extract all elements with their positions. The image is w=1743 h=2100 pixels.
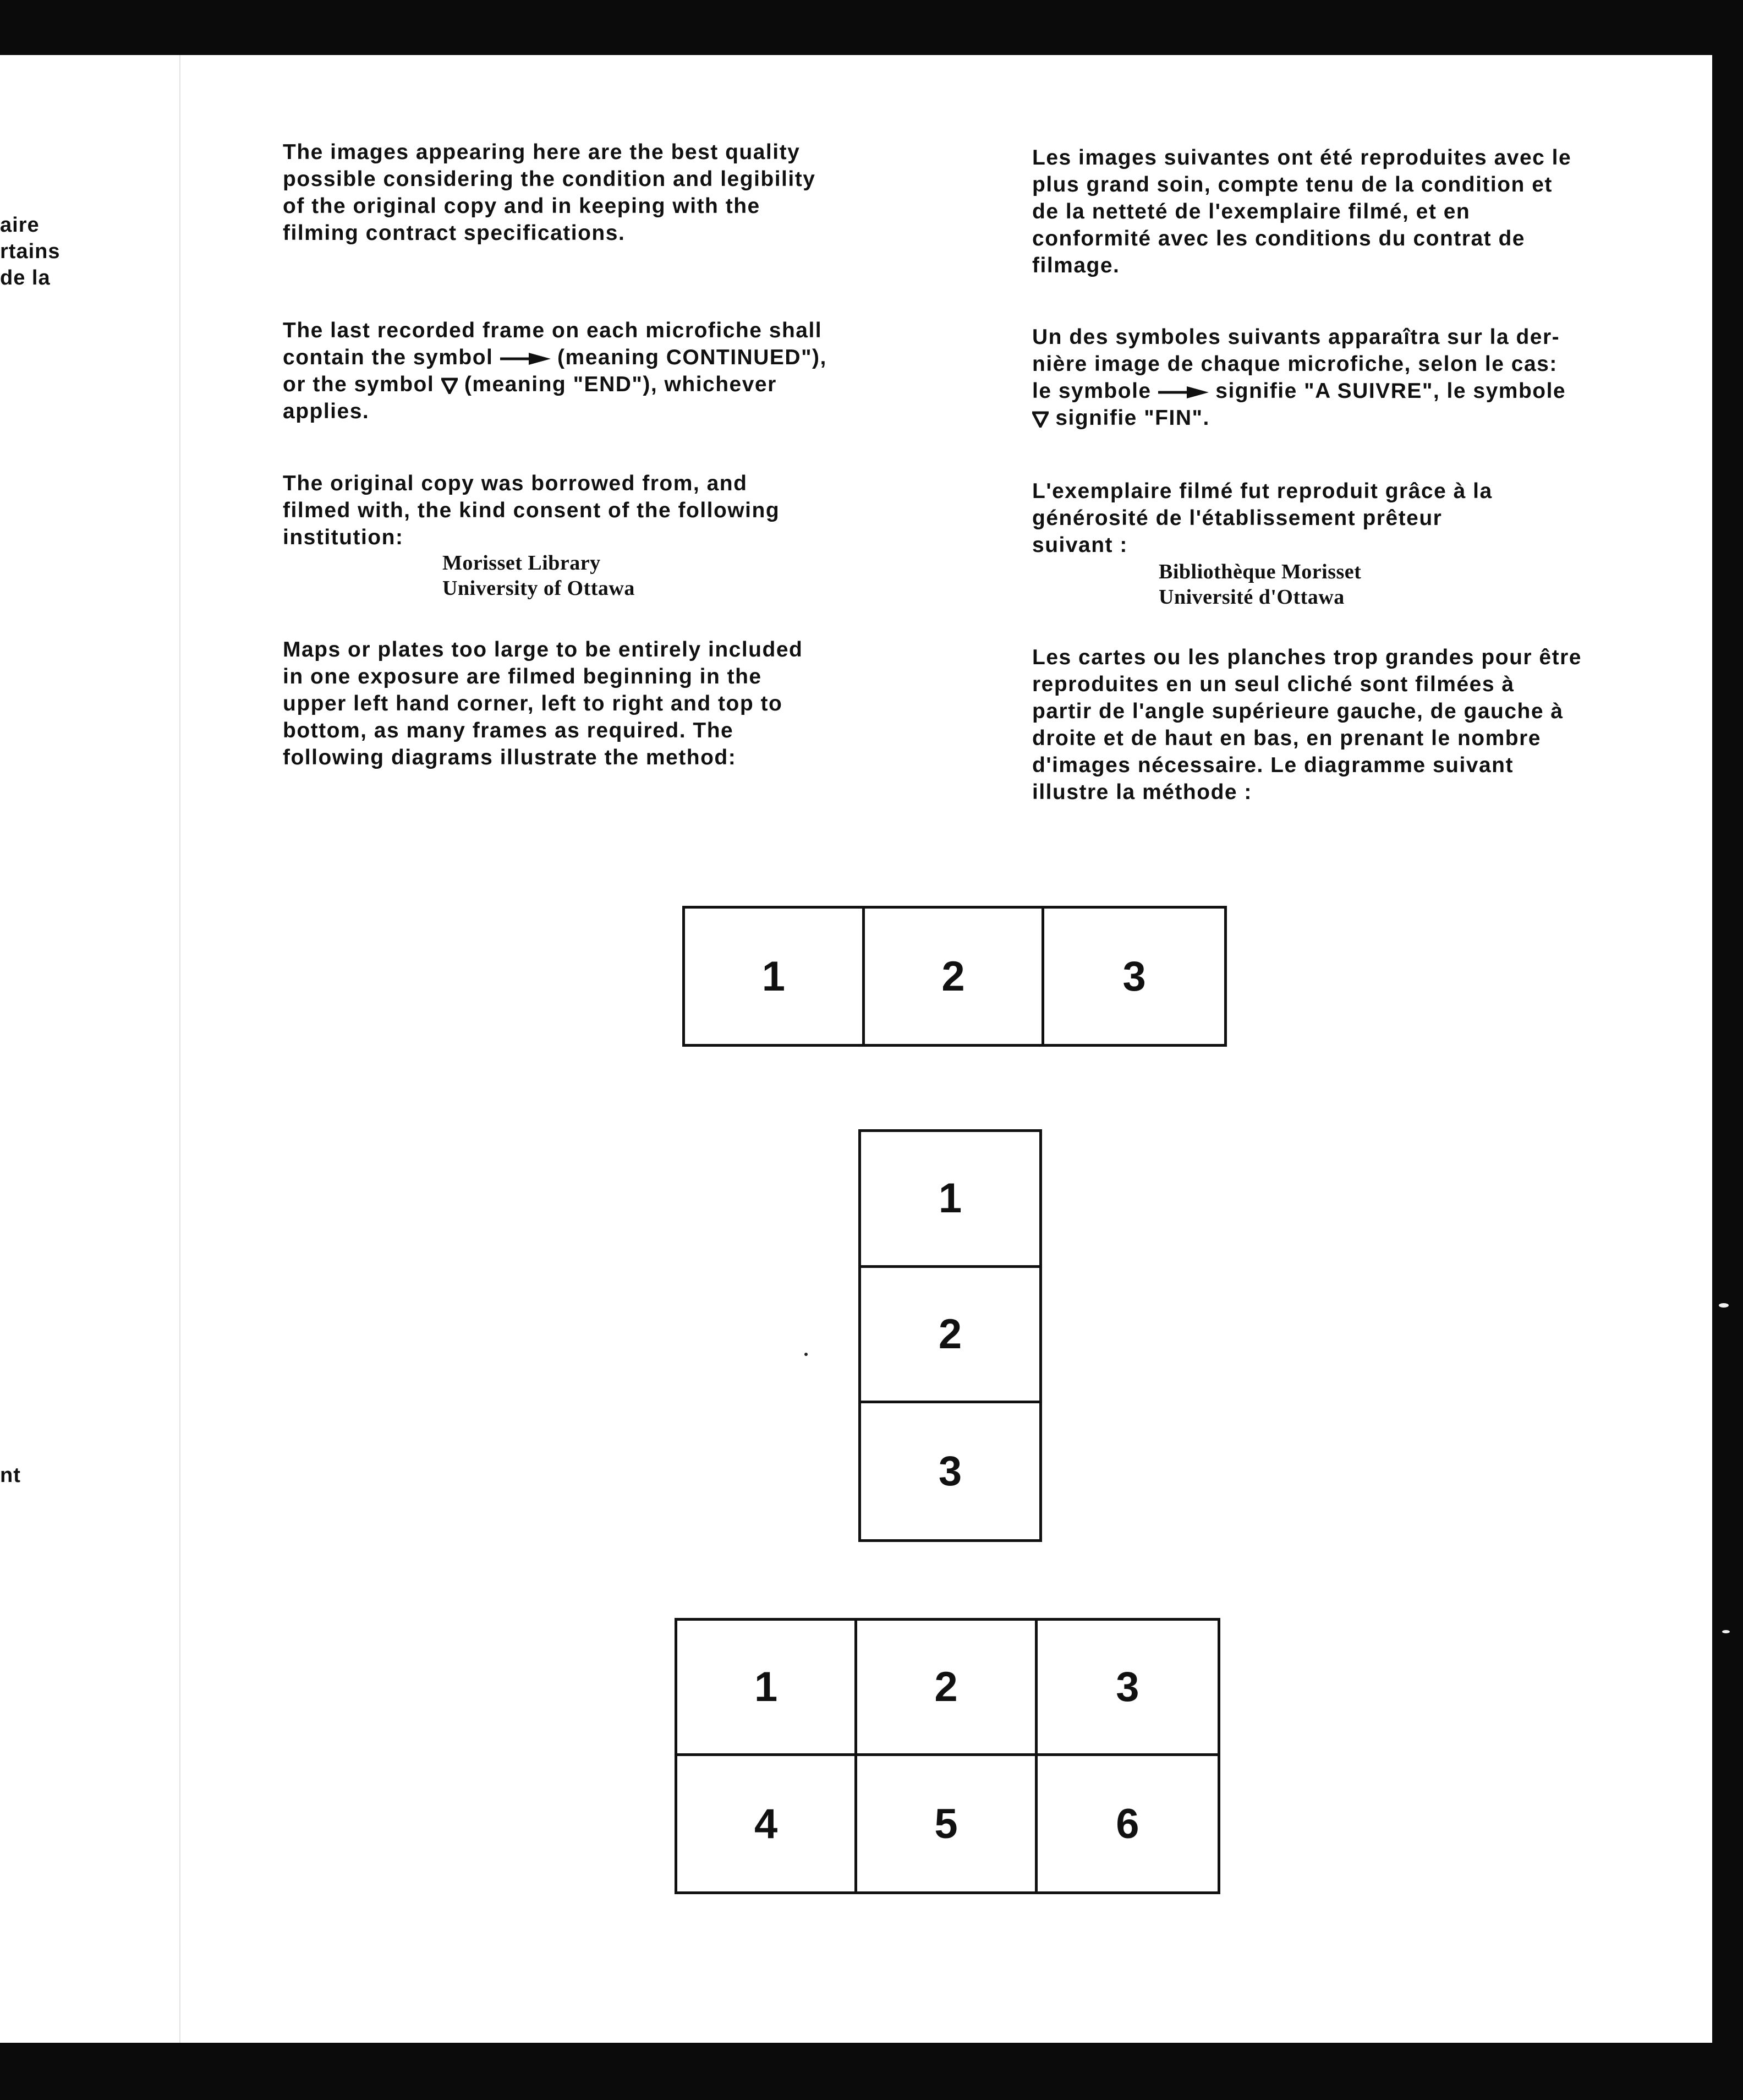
symbol-text-part: Un des symboles suivants apparaîtra sur la der- nière image de chaque microfiche, selon le cas: le symbole [1032, 325, 1560, 403]
institution-name: Morisset Library [442, 551, 601, 575]
fragment-text: aire [0, 214, 40, 237]
quality-statement-fr: Les images suivantes ont été reproduites avec le plus grand soin, compte tenu de la condition et de la netteté de l'exemplaire filmé, et en conformité avec les conditions du contrat de filmage. [1032, 146, 1572, 277]
institution-university: Université d'Ottawa [1159, 586, 1345, 609]
frame-cell: 3 [1122, 953, 1146, 1000]
frame-cell: 1 [861, 1132, 1039, 1268]
diagram-grid [675, 1618, 1220, 1894]
symbol-text-part: signifie "FIN". [1049, 406, 1210, 430]
frame-cell: 1 [685, 909, 865, 1044]
scan-border-bottom [0, 2043, 1743, 2100]
institution-en [442, 550, 635, 601]
institution-fr [1159, 559, 1361, 610]
scan-speck [1722, 1630, 1730, 1633]
scan-border-right [1712, 0, 1743, 2100]
institution-university: University of Ottawa [442, 577, 635, 600]
continued-arrow-icon [500, 353, 551, 365]
fragment-text: de la [0, 266, 51, 289]
page-fold-line [179, 55, 180, 2043]
quality-statement-en: The images appearing here are the best quality possible considering the condition and legibility of the original copy and in keeping with the filming contract specifications. [283, 140, 816, 245]
symbol-text-part: (meaning "END"), whichever applies. [283, 373, 777, 423]
frame-cell: 2 [857, 1621, 1037, 1756]
maps-statement-fr: Les cartes ou les planches trop grandes pour être reproduites en un seul cliché sont filmées à partir de l'angle supérieure gauche, de gauche à droite et de haut en bas, en prenant le nombre d'images nécessaire. Le diagramme suivant illustre la méthode : [1032, 646, 1582, 804]
symbol-text-part: signifie "A SUIVRE", le symbole [1215, 379, 1566, 403]
symbol-statement-fr [1032, 324, 1566, 431]
symbol-statement-en [283, 317, 827, 425]
fragment-text: nt [0, 1464, 21, 1487]
scan-border-top [0, 0, 1743, 55]
frame-cell: 2 [865, 909, 1045, 1044]
source-statement-fr: L'exemplaire filmé fut reproduit grâce à la générosité de l'établissement prêteur suivant : [1032, 479, 1493, 557]
frame-cell: 2 [861, 1268, 1039, 1404]
scan-speck [804, 1353, 808, 1356]
frame-cell: 3 [1038, 1621, 1218, 1756]
end-triangle-icon [441, 378, 458, 394]
fragment-text: rtains [0, 240, 61, 263]
end-triangle-icon [1032, 411, 1049, 428]
frame-cell: 3 [938, 1448, 962, 1495]
frame-cell: 4 [677, 1756, 857, 1891]
frame-cell: 5 [857, 1756, 1037, 1891]
symbol-text-part: (meaning CONTINUED"), or the symbol [283, 346, 827, 396]
maps-statement-en: Maps or plates too large to be entirely included in one exposure are filmed beginning in the upper left hand corner, left to right and top to bottom, as many frames as required. The following diagrams illustrate the method: [283, 638, 803, 769]
institution-name: Bibliothèque Morisset [1159, 560, 1362, 583]
frame-cell: 1 [677, 1621, 857, 1756]
source-statement-en: The original copy was borrowed from, and filmed with, the kind consent of the following institution: [283, 472, 780, 549]
diagram-row [682, 906, 1227, 1047]
symbol-text-part: The last recorded frame on each microfiche shall contain the symbol [283, 319, 823, 369]
scan-speck [1719, 1303, 1729, 1308]
frame-cell: 6 [1116, 1800, 1139, 1847]
diagram-column [858, 1129, 1042, 1542]
continued-arrow-icon [1158, 386, 1209, 398]
